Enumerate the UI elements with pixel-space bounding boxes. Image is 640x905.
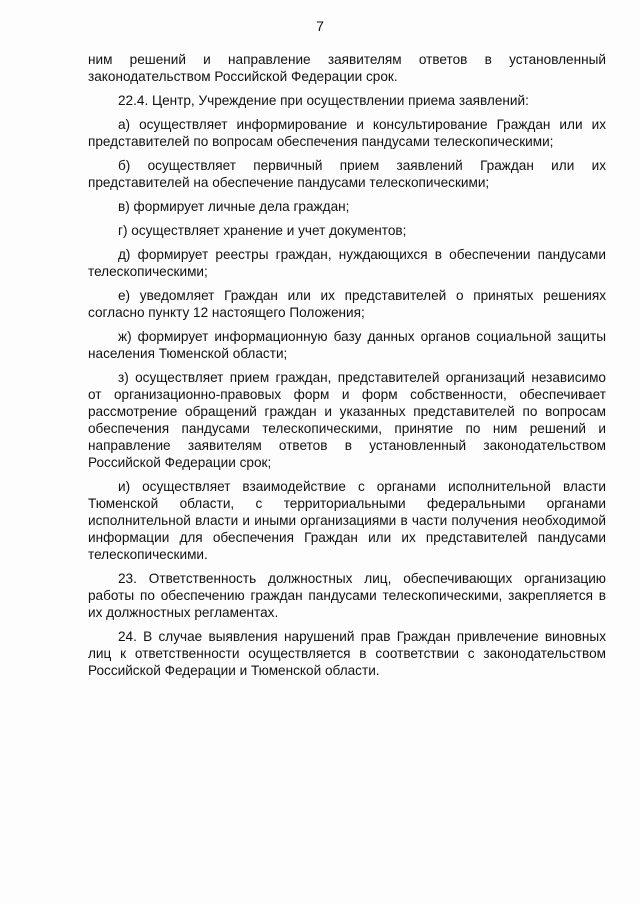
paragraph-23: 23. Ответственность должностных лиц, обеспечивающих организацию работы по обеспечению граждан пандусами телескопическими, закрепляется в их должностных регламентах.	[88, 571, 606, 620]
paragraph-item-b: б) осуществляет первичный прием заявлений Граждан или их представителей на обеспечение пандусами телескопическими;	[88, 158, 606, 190]
paragraph-item-d: д) формирует реестры граждан, нуждающихся в обеспечении пандусами телескопическими;	[88, 247, 606, 279]
document-body	[88, 51, 606, 686]
paragraph-item-z: з) осуществляет прием граждан, представителей организаций независимо от организационно-правовых форм и форм собственности, обеспечивает рассмотрение обращений граждан и указанных представителей по вопросам обеспечения пандусами телескопическими, принятие по ним решений и направление заявителям ответов в установленный законодательством Российской Федерации срок;	[88, 370, 606, 470]
paragraph-22-4: 22.4. Центр, Учреждение при осуществлении приема заявлений:	[118, 93, 529, 108]
paragraph-item-i: и) осуществляет взаимодействие с органами исполнительной власти Тюменской области, с территориальными федеральными органами исполнительной власти и иными организациями в части получения необходимой информации для обеспечения Граждан или их представителей пандусами телескопическими.	[88, 479, 606, 562]
paragraph-item-v: в) формирует личные дела граждан;	[118, 199, 350, 214]
paragraph-item-zh: ж) формирует информационную базу данных органов социальной защиты населения Тюменской области;	[88, 329, 606, 361]
paragraph-item-g: г) осуществляет хранение и учет документов;	[118, 223, 407, 238]
paragraph-item-a: а) осуществляет информирование и консультирование Граждан или их представителей по вопросам обеспечения пандусами телескопическими;	[88, 117, 606, 149]
paragraph-item-e: е) уведомляет Граждан или их представителей о принятых решениях согласно пункту 12 настоящего Положения;	[88, 288, 606, 320]
paragraph-24: 24. В случае выявления нарушений прав Граждан привлечение виновных лиц к ответственности осуществляется в соответствии с законодательством Российской Федерации и Тюменской области.	[88, 629, 606, 678]
paragraph-continuation: ним решений и направление заявителям ответов в установленный законодательством Российской Федерации срок.	[88, 52, 606, 84]
page-number: 7	[316, 18, 324, 34]
